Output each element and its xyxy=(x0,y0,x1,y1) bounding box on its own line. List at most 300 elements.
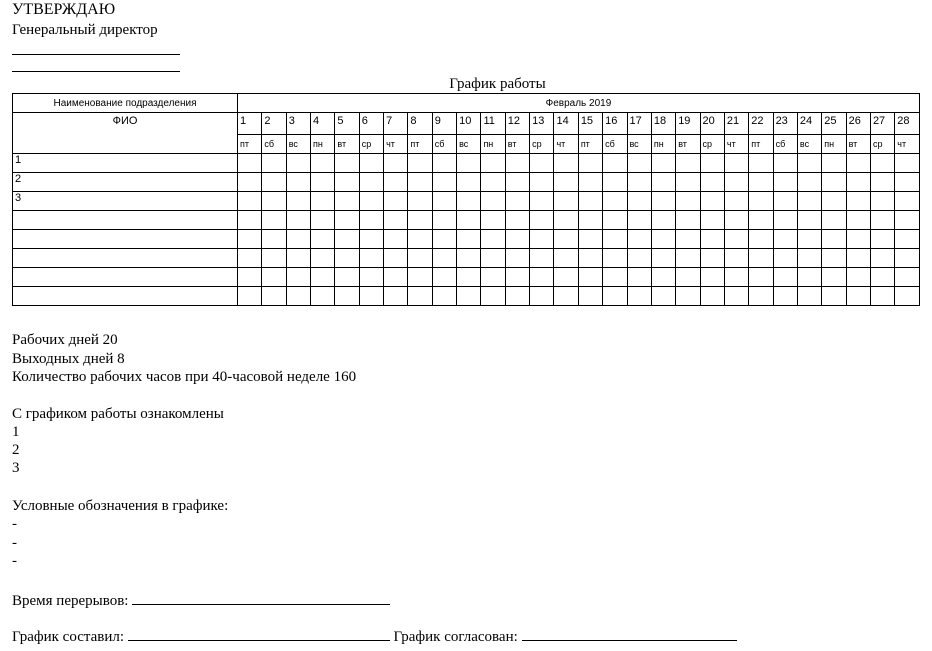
schedule-cell[interactable] xyxy=(651,287,675,306)
table-row xyxy=(13,249,920,268)
day-number: 9 xyxy=(432,113,456,135)
schedule-cell[interactable] xyxy=(359,192,383,211)
schedule-cell[interactable] xyxy=(481,249,505,268)
schedule-cell[interactable] xyxy=(603,192,627,211)
page-title: График работы xyxy=(449,76,546,92)
schedule-cell[interactable] xyxy=(676,287,700,306)
day-number: 18 xyxy=(651,113,675,135)
schedule-cell[interactable] xyxy=(822,192,846,211)
schedule-cell[interactable] xyxy=(311,211,335,230)
day-number: 22 xyxy=(749,113,773,135)
schedule-cell[interactable] xyxy=(432,249,456,268)
schedule-cell[interactable] xyxy=(749,287,773,306)
schedule-cell[interactable] xyxy=(359,154,383,173)
approved-field[interactable] xyxy=(522,626,737,641)
schedule-cell[interactable] xyxy=(797,154,821,173)
weekday: чт xyxy=(554,135,578,154)
schedule-cell[interactable] xyxy=(530,268,554,287)
schedule-cell[interactable] xyxy=(481,268,505,287)
schedule-cell[interactable] xyxy=(286,249,310,268)
schedule-cell[interactable] xyxy=(262,192,286,211)
schedule-cell[interactable] xyxy=(797,173,821,192)
weekday: вт xyxy=(846,135,870,154)
employee-name-cell[interactable] xyxy=(13,211,238,230)
schedule-cell[interactable] xyxy=(578,230,602,249)
schedule-cell[interactable] xyxy=(262,268,286,287)
schedule-cell[interactable] xyxy=(335,268,359,287)
schedule-cell[interactable] xyxy=(311,268,335,287)
schedule-cell[interactable] xyxy=(384,230,408,249)
schedule-cell[interactable] xyxy=(505,154,529,173)
legend-item: - xyxy=(12,553,17,569)
schedule-cell[interactable] xyxy=(773,211,797,230)
schedule-cell[interactable] xyxy=(238,287,262,306)
schedule-cell[interactable] xyxy=(335,230,359,249)
schedule-cell[interactable] xyxy=(749,154,773,173)
schedule-cell[interactable] xyxy=(651,230,675,249)
schedule-cell[interactable] xyxy=(262,287,286,306)
schedule-cell[interactable] xyxy=(457,249,481,268)
schedule-cell[interactable] xyxy=(651,173,675,192)
acquainted-item: 1 xyxy=(12,424,20,440)
schedule-cell[interactable] xyxy=(870,268,894,287)
weekday: пн xyxy=(311,135,335,154)
legend-item: - xyxy=(12,535,17,551)
schedule-cell[interactable] xyxy=(286,287,310,306)
schedule-cell[interactable] xyxy=(311,287,335,306)
schedule-cell[interactable] xyxy=(384,192,408,211)
schedule-cell[interactable] xyxy=(797,230,821,249)
schedule-cell[interactable] xyxy=(530,211,554,230)
fio-header: ФИО xyxy=(13,113,238,154)
schedule-cell[interactable] xyxy=(846,154,870,173)
schedule-cell[interactable] xyxy=(457,154,481,173)
schedule-cell[interactable] xyxy=(238,173,262,192)
day-number: 28 xyxy=(895,113,920,135)
schedule-cell[interactable] xyxy=(554,154,578,173)
schedule-cell[interactable] xyxy=(311,154,335,173)
schedule-cell[interactable] xyxy=(457,192,481,211)
schedule-cell[interactable] xyxy=(238,249,262,268)
schedule-cell[interactable] xyxy=(578,249,602,268)
schedule-cell[interactable] xyxy=(627,249,651,268)
schedule-cell[interactable] xyxy=(481,173,505,192)
schedule-cell[interactable] xyxy=(724,154,748,173)
schedule-cell[interactable] xyxy=(870,230,894,249)
schedule-cell[interactable] xyxy=(530,192,554,211)
schedule-cell[interactable] xyxy=(481,230,505,249)
schedule-cell[interactable] xyxy=(700,211,724,230)
weekday: пт xyxy=(578,135,602,154)
schedule-cell[interactable] xyxy=(384,287,408,306)
schedule-cell[interactable] xyxy=(457,173,481,192)
schedule-cell[interactable] xyxy=(895,192,920,211)
schedule-cell[interactable] xyxy=(870,249,894,268)
schedule-cell[interactable] xyxy=(870,192,894,211)
schedule-cell[interactable] xyxy=(554,287,578,306)
weekday: ср xyxy=(530,135,554,154)
weekday: чт xyxy=(724,135,748,154)
schedule-cell[interactable] xyxy=(651,154,675,173)
day-number: 3 xyxy=(286,113,310,135)
schedule-cell[interactable] xyxy=(895,211,920,230)
breaks-row xyxy=(12,590,390,610)
breaks-field[interactable] xyxy=(132,590,390,605)
schedule-cell[interactable] xyxy=(846,268,870,287)
schedule-cell[interactable] xyxy=(724,192,748,211)
schedule-cell[interactable] xyxy=(481,211,505,230)
schedule-cell[interactable] xyxy=(554,249,578,268)
schedule-cell[interactable] xyxy=(481,192,505,211)
schedule-cell[interactable] xyxy=(286,211,310,230)
table-row xyxy=(13,173,920,192)
schedule-cell[interactable] xyxy=(286,230,310,249)
weekday: вт xyxy=(676,135,700,154)
weekday: вс xyxy=(627,135,651,154)
work-days: Рабочих дней 20 xyxy=(12,332,118,348)
day-number: 16 xyxy=(603,113,627,135)
schedule-cell[interactable] xyxy=(286,154,310,173)
weekday: вс xyxy=(286,135,310,154)
schedule-cell[interactable] xyxy=(603,287,627,306)
schedule-cell[interactable] xyxy=(870,173,894,192)
day-number: 1 xyxy=(238,113,262,135)
schedule-cell[interactable] xyxy=(238,154,262,173)
schedule-cell[interactable] xyxy=(530,154,554,173)
schedule-cell[interactable] xyxy=(578,173,602,192)
schedule-cell[interactable] xyxy=(724,230,748,249)
schedule-cell[interactable] xyxy=(627,287,651,306)
schedule-cell[interactable] xyxy=(895,173,920,192)
schedule-cell[interactable] xyxy=(724,211,748,230)
schedule-cell[interactable] xyxy=(408,192,432,211)
day-number: 15 xyxy=(578,113,602,135)
schedule-cell[interactable] xyxy=(505,173,529,192)
compiled-field[interactable] xyxy=(128,626,390,641)
schedule-cell[interactable] xyxy=(822,287,846,306)
schedule-cell[interactable] xyxy=(773,268,797,287)
weekday: сб xyxy=(773,135,797,154)
day-number: 25 xyxy=(822,113,846,135)
schedule-cell[interactable] xyxy=(627,154,651,173)
table-row xyxy=(13,268,920,287)
day-number: 26 xyxy=(846,113,870,135)
weekday: пн xyxy=(822,135,846,154)
schedule-cell[interactable] xyxy=(676,268,700,287)
schedule-cell[interactable] xyxy=(627,173,651,192)
table-header-row xyxy=(13,94,920,113)
schedule-cell[interactable] xyxy=(724,249,748,268)
schedule-cell[interactable] xyxy=(676,173,700,192)
schedule-cell[interactable] xyxy=(627,211,651,230)
schedule-cell[interactable] xyxy=(603,211,627,230)
schedule-cell[interactable] xyxy=(676,211,700,230)
schedule-cell[interactable] xyxy=(749,173,773,192)
schedule-cell[interactable] xyxy=(773,287,797,306)
schedule-cell[interactable] xyxy=(651,268,675,287)
day-number: 17 xyxy=(627,113,651,135)
schedule-cell[interactable] xyxy=(700,287,724,306)
schedule-cell[interactable] xyxy=(335,287,359,306)
schedule-cell[interactable] xyxy=(384,249,408,268)
schedule-cell[interactable] xyxy=(846,230,870,249)
weekday: вт xyxy=(335,135,359,154)
schedule-cell[interactable] xyxy=(578,192,602,211)
schedule-cell[interactable] xyxy=(554,230,578,249)
schedule-cell[interactable] xyxy=(724,287,748,306)
schedule-cell[interactable] xyxy=(797,192,821,211)
schedule-cell[interactable] xyxy=(603,268,627,287)
schedule-cell[interactable] xyxy=(238,211,262,230)
employee-name-cell[interactable] xyxy=(13,268,238,287)
schedule-cell[interactable] xyxy=(335,192,359,211)
schedule-cell[interactable] xyxy=(286,268,310,287)
schedule-cell[interactable] xyxy=(335,154,359,173)
schedule-cell[interactable] xyxy=(627,268,651,287)
schedule-cell[interactable] xyxy=(773,173,797,192)
schedule-cell[interactable] xyxy=(408,287,432,306)
schedule-cell[interactable] xyxy=(895,249,920,268)
schedule-cell[interactable] xyxy=(603,249,627,268)
schedule-cell[interactable] xyxy=(700,154,724,173)
schedule-cell[interactable] xyxy=(578,268,602,287)
schedule-cell[interactable] xyxy=(554,192,578,211)
schedule-cell[interactable] xyxy=(846,211,870,230)
schedule-cell[interactable] xyxy=(505,249,529,268)
day-number: 19 xyxy=(676,113,700,135)
schedule-cell[interactable] xyxy=(724,268,748,287)
day-number-row xyxy=(13,113,920,135)
schedule-cell[interactable] xyxy=(311,192,335,211)
schedule-cell[interactable] xyxy=(870,211,894,230)
schedule-cell[interactable] xyxy=(286,173,310,192)
schedule-cell[interactable] xyxy=(676,154,700,173)
schedule-cell[interactable] xyxy=(311,173,335,192)
day-number: 20 xyxy=(700,113,724,135)
schedule-cell[interactable] xyxy=(530,287,554,306)
schedule-cell[interactable] xyxy=(457,211,481,230)
schedule-cell[interactable] xyxy=(773,154,797,173)
day-number: 2 xyxy=(262,113,286,135)
schedule-cell[interactable] xyxy=(505,211,529,230)
schedule-cell[interactable] xyxy=(359,230,383,249)
schedule-cell[interactable] xyxy=(408,173,432,192)
schedule-cell[interactable] xyxy=(359,249,383,268)
schedule-cell[interactable] xyxy=(408,154,432,173)
schedule-cell[interactable] xyxy=(676,249,700,268)
weekday: ср xyxy=(870,135,894,154)
schedule-cell[interactable] xyxy=(749,249,773,268)
employee-name-cell[interactable] xyxy=(13,230,238,249)
schedule-cell[interactable] xyxy=(432,287,456,306)
schedule-cell[interactable] xyxy=(457,268,481,287)
schedule-cell[interactable] xyxy=(432,211,456,230)
schedule-cell[interactable] xyxy=(384,154,408,173)
schedule-cell[interactable] xyxy=(700,268,724,287)
schedule-cell[interactable] xyxy=(627,192,651,211)
schedule-cell[interactable] xyxy=(749,211,773,230)
schedule-cell[interactable] xyxy=(481,154,505,173)
schedule-cell[interactable] xyxy=(651,249,675,268)
dept-header: Наименование подразделения xyxy=(13,94,238,113)
schedule-cell[interactable] xyxy=(895,268,920,287)
schedule-cell[interactable] xyxy=(408,211,432,230)
schedule-cell[interactable] xyxy=(530,249,554,268)
schedule-cell[interactable] xyxy=(578,154,602,173)
schedule-cell[interactable] xyxy=(651,192,675,211)
schedule-cell[interactable] xyxy=(797,287,821,306)
schedule-cell[interactable] xyxy=(822,268,846,287)
schedule-cell[interactable] xyxy=(822,249,846,268)
weekday: вс xyxy=(457,135,481,154)
schedule-cell[interactable] xyxy=(238,230,262,249)
director-position: Генеральный директор xyxy=(12,22,158,38)
employee-name-cell[interactable]: 3 xyxy=(13,192,238,211)
schedule-cell[interactable] xyxy=(481,287,505,306)
schedule-cell[interactable] xyxy=(603,173,627,192)
schedule-cell[interactable] xyxy=(359,268,383,287)
schedule-cell[interactable] xyxy=(797,268,821,287)
day-number: 7 xyxy=(384,113,408,135)
schedule-cell[interactable] xyxy=(700,192,724,211)
schedule-cell[interactable] xyxy=(262,173,286,192)
acquainted-title: С графиком работы ознакомлены xyxy=(12,406,224,422)
schedule-cell[interactable] xyxy=(895,230,920,249)
schedule-cell[interactable] xyxy=(578,211,602,230)
schedule-cell[interactable] xyxy=(238,192,262,211)
employee-name-cell[interactable]: 2 xyxy=(13,173,238,192)
schedule-cell[interactable] xyxy=(262,154,286,173)
schedule-table xyxy=(12,93,920,306)
schedule-cell[interactable] xyxy=(870,154,894,173)
month-header: Февраль 2019 xyxy=(238,94,920,113)
schedule-cell[interactable] xyxy=(797,211,821,230)
schedule-cell[interactable] xyxy=(749,268,773,287)
schedule-cell[interactable] xyxy=(384,211,408,230)
weekday: пт xyxy=(749,135,773,154)
schedule-cell[interactable] xyxy=(700,230,724,249)
schedule-cell[interactable] xyxy=(335,173,359,192)
day-number: 24 xyxy=(797,113,821,135)
weekday: сб xyxy=(432,135,456,154)
schedule-cell[interactable] xyxy=(384,173,408,192)
day-number: 13 xyxy=(530,113,554,135)
day-number: 10 xyxy=(457,113,481,135)
schedule-cell[interactable] xyxy=(335,249,359,268)
day-number: 11 xyxy=(481,113,505,135)
employee-name-cell[interactable] xyxy=(13,287,238,306)
schedule-cell[interactable] xyxy=(651,211,675,230)
schedule-cell[interactable] xyxy=(627,230,651,249)
day-number: 5 xyxy=(335,113,359,135)
schedule-cell[interactable] xyxy=(554,211,578,230)
day-number: 27 xyxy=(870,113,894,135)
schedule-cell[interactable] xyxy=(870,287,894,306)
days-off: Выходных дней 8 xyxy=(12,351,125,367)
schedule-cell[interactable] xyxy=(530,230,554,249)
acquainted-item: 3 xyxy=(12,460,20,476)
schedule-cell[interactable] xyxy=(262,211,286,230)
schedule-cell[interactable] xyxy=(311,230,335,249)
schedule-cell[interactable] xyxy=(432,268,456,287)
schedule-cell[interactable] xyxy=(749,230,773,249)
schedule-cell[interactable] xyxy=(530,173,554,192)
schedule-cell[interactable] xyxy=(262,230,286,249)
schedule-cell[interactable] xyxy=(797,249,821,268)
schedule-cell[interactable] xyxy=(773,192,797,211)
schedule-cell[interactable] xyxy=(432,173,456,192)
schedule-cell[interactable] xyxy=(505,268,529,287)
schedule-cell[interactable] xyxy=(700,173,724,192)
legend-item: - xyxy=(12,516,17,532)
schedule-cell[interactable] xyxy=(724,173,748,192)
schedule-cell[interactable] xyxy=(822,173,846,192)
schedule-cell[interactable] xyxy=(359,287,383,306)
schedule-cell[interactable] xyxy=(603,230,627,249)
schedule-cell[interactable] xyxy=(676,192,700,211)
schedule-cell[interactable] xyxy=(773,249,797,268)
schedule-cell[interactable] xyxy=(457,230,481,249)
approve-stamp: УТВЕРЖДАЮ xyxy=(12,1,116,18)
weekday: вт xyxy=(505,135,529,154)
schedule-cell[interactable] xyxy=(822,154,846,173)
schedule-cell[interactable] xyxy=(238,268,262,287)
schedule-cell[interactable] xyxy=(895,154,920,173)
schedule-cell[interactable] xyxy=(822,211,846,230)
schedule-cell[interactable] xyxy=(384,268,408,287)
employee-name-cell[interactable]: 1 xyxy=(13,154,238,173)
schedule-cell[interactable] xyxy=(846,249,870,268)
schedule-cell[interactable] xyxy=(846,173,870,192)
schedule-cell[interactable] xyxy=(432,154,456,173)
weekday: пт xyxy=(408,135,432,154)
schedule-cell[interactable] xyxy=(505,230,529,249)
schedule-cell[interactable] xyxy=(895,287,920,306)
schedule-cell[interactable] xyxy=(432,192,456,211)
schedule-cell[interactable] xyxy=(505,192,529,211)
day-number: 8 xyxy=(408,113,432,135)
schedule-cell[interactable] xyxy=(359,211,383,230)
schedule-cell[interactable] xyxy=(822,230,846,249)
schedule-cell[interactable] xyxy=(554,268,578,287)
schedule-cell[interactable] xyxy=(408,249,432,268)
schedule-cell[interactable] xyxy=(408,230,432,249)
schedule-cell[interactable] xyxy=(773,230,797,249)
schedule-cell[interactable] xyxy=(603,154,627,173)
schedule-cell[interactable] xyxy=(311,249,335,268)
schedule-cell[interactable] xyxy=(676,230,700,249)
weekday: пт xyxy=(238,135,262,154)
schedule-cell[interactable] xyxy=(554,173,578,192)
schedule-cell[interactable] xyxy=(578,287,602,306)
schedule-cell[interactable] xyxy=(457,287,481,306)
schedule-cell[interactable] xyxy=(505,287,529,306)
schedule-cell[interactable] xyxy=(749,192,773,211)
schedule-cell[interactable] xyxy=(408,268,432,287)
schedule-cell[interactable] xyxy=(262,249,286,268)
schedule-cell[interactable] xyxy=(700,249,724,268)
schedule-cell[interactable] xyxy=(846,287,870,306)
weekday: сб xyxy=(262,135,286,154)
schedule-cell[interactable] xyxy=(432,230,456,249)
schedule-cell[interactable] xyxy=(846,192,870,211)
schedule-cell[interactable] xyxy=(359,173,383,192)
acquainted-item: 2 xyxy=(12,442,20,458)
name-line xyxy=(12,71,180,72)
employee-name-cell[interactable] xyxy=(13,249,238,268)
schedule-cell[interactable] xyxy=(335,211,359,230)
schedule-cell[interactable] xyxy=(286,192,310,211)
